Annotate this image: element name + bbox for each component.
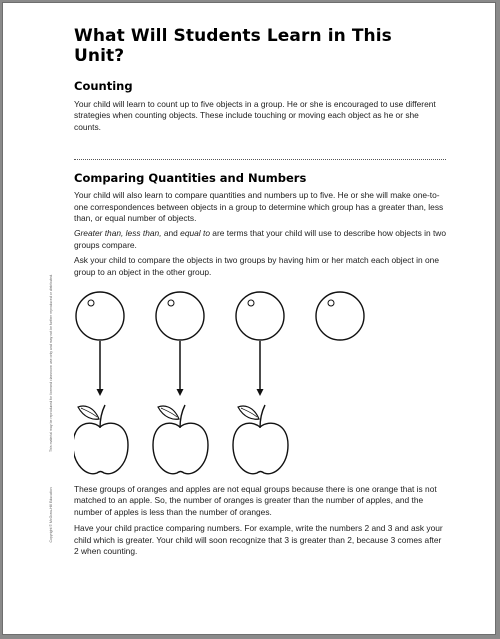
orange-icon bbox=[236, 292, 284, 340]
closing-paragraph-2: Have your child practice comparing numbers. For example, write the numbers 2 and 3 and ask your child which is greater. Your child will soon recognize that 3 is greater than 2, because 3 comes after 2 when counting. bbox=[74, 523, 443, 557]
content bbox=[74, 26, 446, 558]
match-arrow bbox=[257, 389, 264, 396]
comparing-paragraph-1: Your child will also learn to compare quantities and numbers up to five. He or she will make one-to-one correspondences between objects in a group to determine which group has a greater than, less than, or equal number of objects. bbox=[74, 190, 444, 224]
match-arrow bbox=[177, 389, 184, 396]
comparing-heading: Comparing Quantities and Numbers bbox=[74, 171, 307, 186]
term-greater-less: Greater than, less than, bbox=[74, 228, 162, 239]
match-arrow bbox=[97, 389, 104, 396]
apple-icon bbox=[233, 405, 288, 474]
orange-icon bbox=[76, 292, 124, 340]
side-note: This material may be reproduced for licensed classroom use only and may not be further reproduced or distributed. bbox=[49, 273, 53, 453]
counting-paragraph: Your child will learn to count up to five objects in a group. He or she is encouraged to use different strategies when counting objects. These include touching or moving each object as he or she counts. bbox=[74, 99, 436, 132]
terms-description: are terms that your child will use to describe how objects in two groups compare. bbox=[74, 228, 446, 250]
orange-icon bbox=[316, 292, 364, 340]
page-title: What Will Students Learn in This Unit? bbox=[74, 26, 392, 66]
comparing-paragraph-2 bbox=[74, 228, 446, 251]
orange-icon bbox=[156, 292, 204, 340]
orange-apple-figure bbox=[74, 278, 446, 478]
term-equal: equal to bbox=[180, 228, 210, 239]
term-and: and bbox=[161, 228, 181, 239]
closing-paragraph-1: These groups of oranges and apples are not equal groups because there is one orange that is not matched to an apple. So, the number of oranges is greater than the number of apples, and the number of apples is less than the number of oranges. bbox=[74, 484, 437, 517]
side-copyright: Copyright © McGraw-Hill Education bbox=[49, 487, 53, 543]
figure-area bbox=[74, 278, 446, 478]
counting-heading: Counting bbox=[74, 79, 133, 93]
apple-icon bbox=[74, 405, 128, 474]
comparing-paragraph-3: Ask your child to compare the objects in two groups by having him or her match each object in one group to an object in the other group. bbox=[74, 255, 439, 277]
apple-icon bbox=[153, 405, 208, 474]
